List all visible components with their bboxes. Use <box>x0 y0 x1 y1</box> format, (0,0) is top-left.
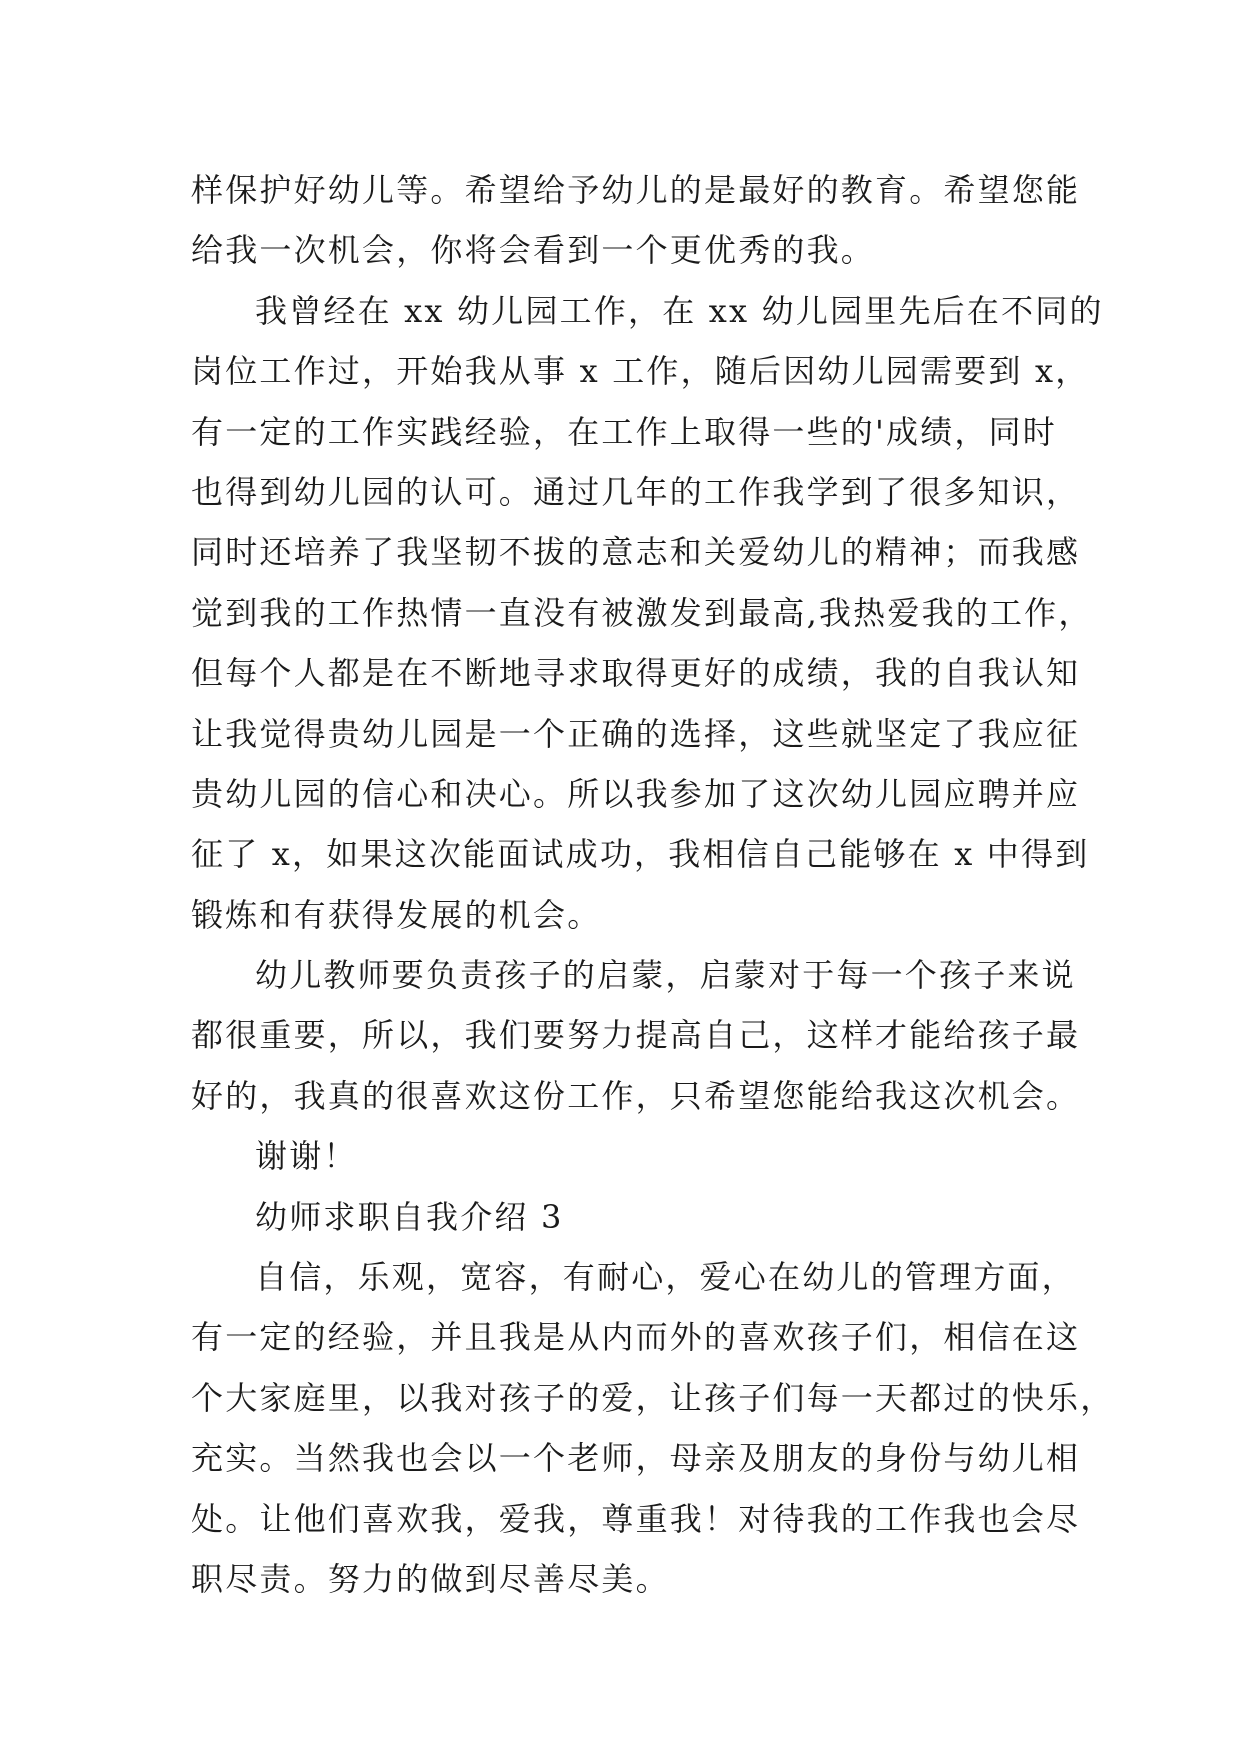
text-line: 充实。当然我也会以一个老师，母亲及朋友的身份与幼儿相 <box>191 1439 1081 1478</box>
text-line: 让我觉得贵幼儿园是一个正确的选择，这些就坚定了我应征 <box>191 714 1081 753</box>
text-line: 幼儿教师要负责孩子的启蒙，启蒙对于每一个孩子来说 <box>255 956 1076 995</box>
text-line: 但每个人都是在不断地寻求取得更好的成绩，我的自我认知 <box>191 654 1081 693</box>
text-line: 锻炼和有获得发展的机会。 <box>191 895 602 934</box>
text-line: 同时还培养了我坚韧不拔的意志和关爱幼儿的精神；而我感 <box>191 533 1081 572</box>
text-line: 样保护好幼儿等。希望给予幼儿的是最好的教育。希望您能 <box>191 171 1081 209</box>
text-line: 谢谢！ <box>255 1137 358 1176</box>
text-line: 觉到我的工作热情一直没有被激发到最高,我热爱我的工作， <box>191 593 1093 632</box>
section-heading: 幼师求职自我介绍 3 <box>255 1197 564 1236</box>
text-line: 职尽责。努力的做到尽善尽美。 <box>191 1559 670 1598</box>
text-line: 征了 x，如果这次能面试成功，我相信自己能够在 x 中得到 <box>191 835 1090 874</box>
text-line: 贵幼儿园的信心和决心。所以我参加了这次幼儿园应聘并应 <box>191 774 1081 813</box>
document-body <box>191 160 1115 1609</box>
text-line: 有一定的工作实践经验，在工作上取得一些的'成绩，同时 <box>191 412 1057 451</box>
text-line: 处。让他们喜欢我，爱我，尊重我！对待我的工作我也会尽 <box>191 1499 1081 1538</box>
text-line: 给我一次机会，你将会看到一个更优秀的我。 <box>191 231 876 270</box>
text-line: 我曾经在 xx 幼儿园工作，在 xx 幼儿园里先后在不同的 <box>255 291 1104 330</box>
text-line: 都很重要，所以，我们要努力提高自己，这样才能给孩子最 <box>191 1016 1081 1055</box>
text-line: 岗位工作过，开始我从事 x 工作，随后因幼儿园需要到 x， <box>191 352 1090 391</box>
text-line: 好的，我真的很喜欢这份工作，只希望您能给我这次机会。 <box>191 1076 1081 1115</box>
text-line: 个大家庭里，以我对孩子的爱，让孩子们每一天都过的快乐， <box>191 1378 1115 1417</box>
text-line: 自信，乐观，宽容，有耐心，爱心在幼儿的管理方面， <box>255 1258 1076 1297</box>
text-line: 有一定的经验，并且我是从内而外的喜欢孩子们，相信在这 <box>191 1318 1081 1357</box>
text-line: 也得到幼儿园的认可。通过几年的工作我学到了很多知识， <box>191 472 1081 511</box>
